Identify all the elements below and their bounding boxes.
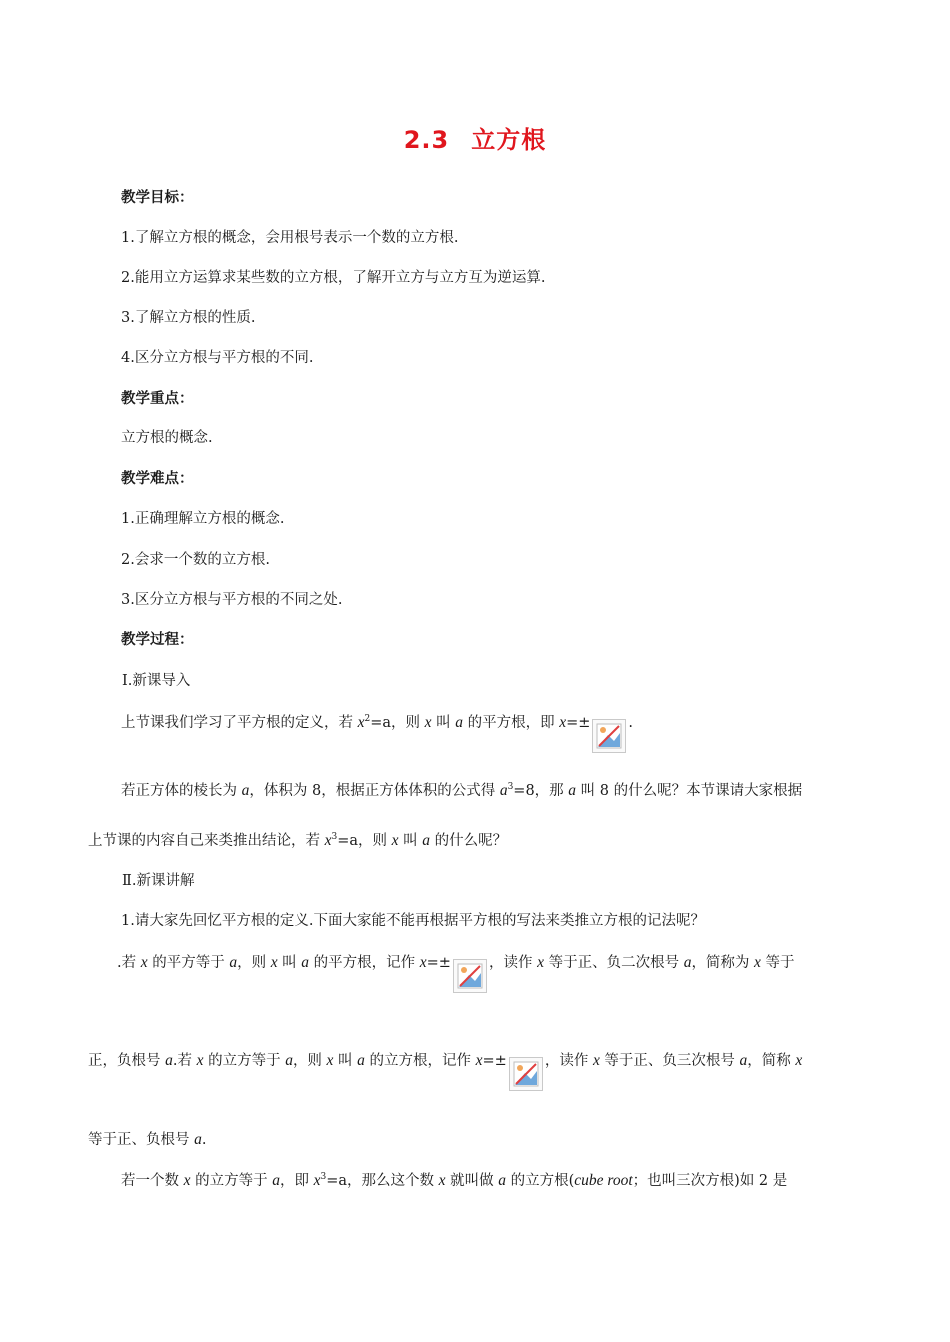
focus-heading: 教学重点： xyxy=(121,391,194,407)
sqrt-image-icon xyxy=(592,719,626,753)
difficulty-item-1: 1.正确理解立方根的概念. xyxy=(121,511,285,527)
title-number: 2.3 xyxy=(403,126,450,154)
goal-item-1: 1.了解立方根的概念，会用根号表示一个数的立方根. xyxy=(121,230,459,246)
difficulty-heading: 教学难点： xyxy=(121,471,194,487)
page-title xyxy=(0,120,950,155)
paragraph-7: 等于正、负根号 a. xyxy=(88,1131,207,1148)
goal-item-3: 3.了解立方根的性质. xyxy=(121,310,256,326)
section-intro: Ⅰ.新课导入 xyxy=(122,673,191,689)
paragraph-2: 若正方体的棱长为 a，体积为 8，根据正方体体积的公式得 $a^3=8$，那 a 叫 8 的什么呢？本节课请大家根据 xyxy=(121,782,803,799)
paragraph-3: 上节课的内容自己来类推出结论，若 $x^3=a$，则 x 叫 a 的什么呢？ xyxy=(88,832,508,849)
goals-heading: 教学目标： xyxy=(121,190,194,206)
cbrt-image-icon xyxy=(509,1057,543,1091)
sqrt-image-icon xyxy=(453,959,487,993)
section-lecture: Ⅱ.新课讲解 xyxy=(122,873,195,889)
difficulty-item-3: 3.区分立方根与平方根的不同之处. xyxy=(121,592,343,608)
title-text: 立方根 xyxy=(471,126,547,154)
process-heading: 教学过程： xyxy=(121,632,194,648)
paragraph-1: 上节课我们学习了平方根的定义，若 $x^2=a$，则 x 叫 a 的平方根，即 x=± . xyxy=(121,713,633,753)
paragraph-5: .若 x 的平方等于 a，则 x 叫 a 的平方根，记作 x=± ，读作 x 等于正、负二次根号 a，简称为 x 等于 xyxy=(117,953,795,993)
difficulty-item-2: 2.会求一个数的立方根. xyxy=(121,552,270,568)
paragraph-4: 1.请大家先回忆平方根的定义.下面大家能不能再根据平方根的写法来类推立方根的记法呢？ xyxy=(121,913,705,929)
goal-item-2: 2.能用立方运算求某些数的立方根，了解开立方与立方互为逆运算. xyxy=(121,270,546,286)
paragraph-6: 正，负根号 a.若 x 的立方等于 a，则 x 叫 a 的立方根，记作 x=± ，读作 x 等于正、负三次根号 a，简称 x xyxy=(88,1051,802,1091)
focus-text: 立方根的概念. xyxy=(121,430,213,446)
paragraph-8: 若一个数 x 的立方等于 a，即 $x^3=a$，那么这个数 x 就叫做 a 的立方根(cube root；也叫三次方根)如 2 是 xyxy=(121,1172,788,1189)
goal-item-4: 4.区分立方根与平方根的不同. xyxy=(121,350,314,366)
